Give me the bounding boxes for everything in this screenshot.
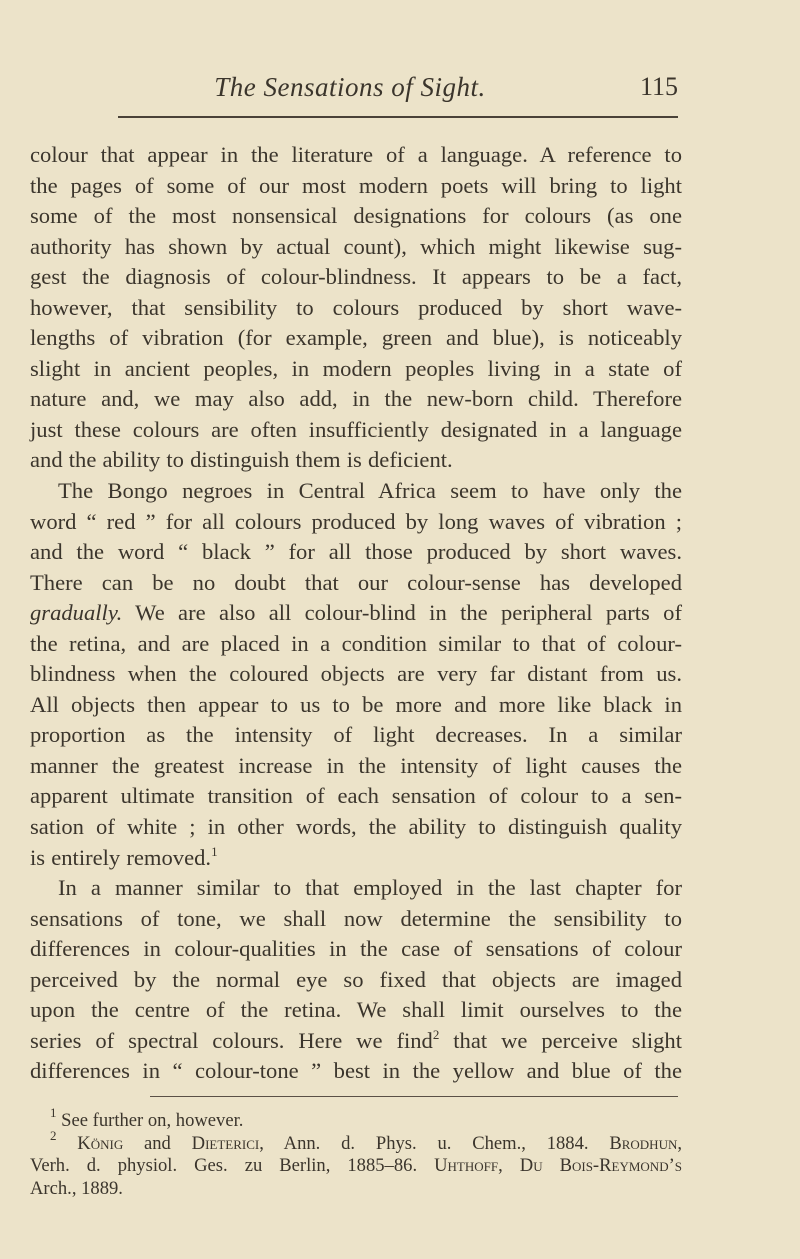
text-fragment: and: [123, 1132, 192, 1154]
author-konig: König: [77, 1132, 124, 1154]
text-line: and the ability to distinguish them is deficient.: [30, 447, 453, 473]
text-line: however, that sensibility to colours produced by short wave-: [30, 294, 682, 320]
text-line: just these colours are often insufficiently designated in a language: [30, 416, 682, 442]
text-line: The Bongo negroes in Central Africa seem to have only the: [58, 478, 682, 504]
footnote-ref-2[interactable]: 2: [432, 1026, 440, 1042]
text-line: some of the most nonsensical designations for colours (as one: [30, 203, 682, 229]
text-fragment: We are also all colour-blind in the peripheral parts of: [122, 600, 682, 626]
text-fragment: , Ann. d. Phys. u. Chem., 1884.: [259, 1132, 610, 1154]
footnote-1: [30, 1105, 682, 1133]
text-fragment: ,: [498, 1155, 520, 1176]
text-line: [30, 1155, 682, 1178]
author-dieterici: Dieterici: [191, 1132, 260, 1154]
author-uhthoff: Uhthoff: [434, 1155, 499, 1176]
text-line: the retina, and are placed in a condition similar to that of colour-: [30, 630, 682, 656]
text-line: [30, 598, 682, 629]
text-line: upon the centre of the retina. We shall limit ourselves to the: [30, 997, 682, 1023]
text-line: manner the greatest increase in the intensity of light causes the: [30, 752, 682, 778]
text-fragment: is entirely removed.: [30, 844, 212, 870]
text-line: apparent ultimate transition of each sensation of colour to a sen-: [30, 783, 682, 809]
footnote-rule: [150, 1096, 678, 1097]
text-line: nature and, we may also add, in the new-born child. Therefore: [30, 386, 682, 412]
text-fragment: series of spectral colours. Here we find: [30, 1027, 433, 1053]
paragraph-2: [30, 476, 682, 873]
page-number: 115: [639, 72, 678, 101]
text-line: authority has shown by actual count), which might likewise sug-: [30, 233, 682, 259]
text-line: [30, 843, 682, 874]
text-line: In a manner similar to that employed in the last chapter for: [58, 875, 682, 901]
text-line: slight in ancient peoples, in modern peoples living in a state of: [30, 355, 682, 381]
text-line: colour that appear in the literature of a language. A reference to: [30, 142, 682, 167]
text-line: the pages of some of our most modern poets will bring to light: [30, 172, 682, 198]
text-line: and the word “ black ” for all those produced by short waves.: [30, 539, 682, 565]
text-line: perceived by the normal eye so fixed that objects are imaged: [30, 966, 682, 992]
text-line: Arch., 1889.: [30, 1177, 123, 1199]
text-line: [30, 1127, 682, 1156]
text-line: proportion as the intensity of light decreases. In a similar: [30, 722, 682, 748]
text-line: differences in “ colour-tone ” best in the yellow and blue of the: [30, 1058, 682, 1084]
text-line: There can be no doubt that our colour-sense has developed: [30, 569, 682, 595]
text-line: blindness when the coloured objects are very far distant from us.: [30, 661, 682, 687]
text-line: sation of white ; in other words, the ability to distinguish quality: [30, 814, 682, 840]
emphasis-gradually: gradually.: [30, 600, 123, 626]
paragraph-3: [30, 873, 682, 1087]
text-fragment: Verh. d. physiol. Ges. zu Berlin, 1885–86.: [30, 1155, 435, 1176]
text-line: [30, 1026, 682, 1057]
body-text: [30, 140, 682, 1087]
text-line: sensations of tone, we shall now determine the sensibility to: [30, 905, 682, 931]
author-du-bois-reymond: Du Bois-Reymond’s: [519, 1155, 683, 1176]
footnote-mark-1: 1: [50, 1105, 57, 1120]
paragraph-1: [30, 140, 682, 476]
footnotes: [30, 1105, 683, 1200]
footnote-mark-2: 2: [50, 1127, 57, 1143]
text-line: gest the diagnosis of colour-blindness. It appears to be a fact,: [30, 264, 682, 290]
page-header: [0, 72, 800, 106]
text-fragment: that we perceive slight: [439, 1027, 682, 1053]
footnote-1-text: See further on, however.: [61, 1110, 244, 1131]
text-line: differences in colour-qualities in the case of sensations of colour: [30, 936, 682, 962]
author-brodhun: Brodhun: [609, 1132, 678, 1154]
text-fragment: ,: [677, 1132, 682, 1154]
text-line: word “ red ” for all colours produced by long waves of vibration ;: [30, 508, 682, 534]
text-line: All objects then appear to us to be more and more like black in: [30, 691, 682, 717]
running-title: The Sensations of Sight.: [214, 72, 486, 102]
footnote-ref-1[interactable]: 1: [211, 843, 218, 859]
text-line: lengths of vibration (for example, green and blue), is noticeably: [30, 325, 682, 351]
footnote-2: [30, 1127, 683, 1201]
header-rule: [118, 116, 678, 118]
